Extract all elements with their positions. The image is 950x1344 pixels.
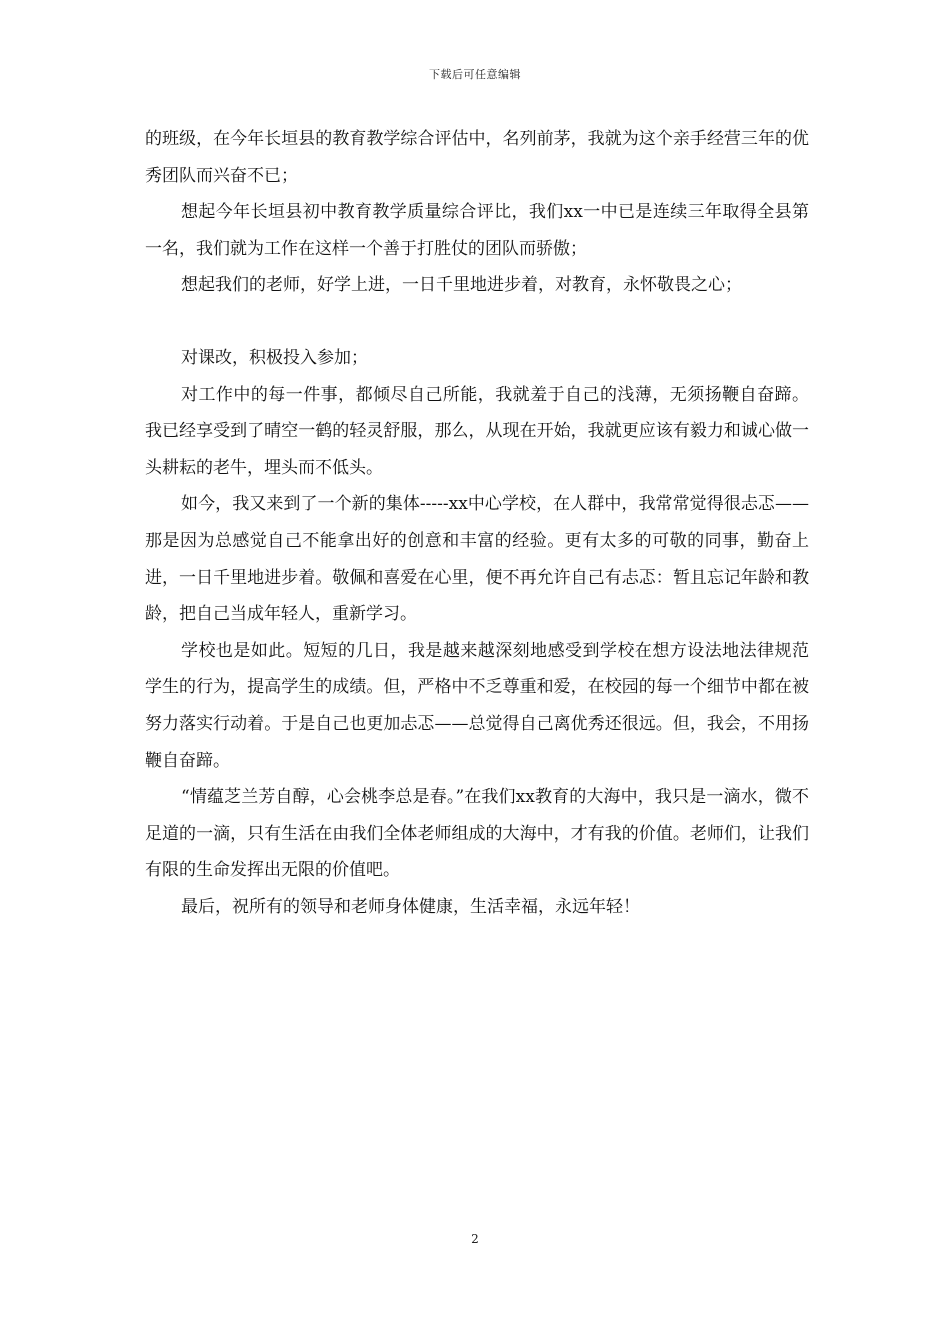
page-header: 下载后可任意编辑 <box>429 68 521 81</box>
paragraph: 如今，我又来到了一个新的集体-----xx中心学校，在人群中，我常常觉得很忐忑——那是因为总感觉自己不能拿出好的创意和丰富的经验。更有太多的可敬的同事，勤奋上进，一日千里地进步着。敬佩和喜爱在心里，便不再允许自己有忐忑：暂且忘记年龄和教龄，把自己当成年轻人，重新学习。 <box>145 494 809 625</box>
paragraph: 对工作中的每一件事，都倾尽自己所能，我就羞于自己的浅薄，无须扬鞭自奋蹄。我已经享受到了晴空一鹤的轻灵舒服，那么，从现在开始，我就更应该有毅力和诚心做一头耕耘的老牛，埋头而不低头。 <box>145 384 809 478</box>
paragraph-closing: 最后，祝所有的领导和老师身体健康，生活幸福，永远年轻！ <box>181 896 640 917</box>
document-body <box>145 121 809 925</box>
paragraph: 对课改，积极投入参加； <box>181 347 368 368</box>
paragraph-continued: 的班级，在今年长垣县的教育教学综合评估中，名列前茅，我就为这个亲手经营三年的优秀团队而兴奋不已； <box>145 129 809 186</box>
paragraph: 学校也是如此。短短的几日，我是越来越深刻地感受到学校在想方设法地法律规范学生的行为，提高学生的成绩。但，严格中不乏尊重和爱，在校园的每一个细节中都在被努力落实行动着。于是自己也更加忐忑——总觉得自己离优秀还很远。但，我会，不用扬鞭自奋蹄。 <box>145 640 809 771</box>
page-number: 2 <box>471 1232 479 1246</box>
paragraph: 想起我们的老师，好学上进，一日千里地进步着，对教育，永怀敬畏之心； <box>181 275 742 296</box>
paragraph: 想起今年长垣县初中教育教学质量综合评比，我们xx一中已是连续三年取得全县第一名，我们就为工作在这样一个善于打胜仗的团队而骄傲； <box>145 202 809 259</box>
paragraph: “情蕴芝兰芳自醇，心会桃李总是春。”在我们xx教育的大海中，我只是一滴水，微不足道的一滴，只有生活在由我们全体老师组成的大海中，才有我的价值。老师们，让我们有限的生命发挥出无限的价值吧。 <box>145 787 809 881</box>
